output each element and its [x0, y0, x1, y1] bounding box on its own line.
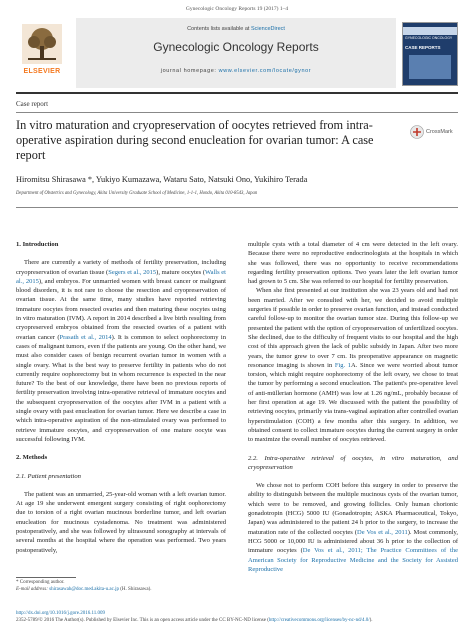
right-paragraph-1: multiple cysts with a total diameter of 4 cm were detected in the left ovary. Because there were no reproductive endocrinologists at the hospitals in which she was followed, there was no opportunity to receive recommendations regarding fertility preservation options. Two years later the left ovarian tumor had grown to 5 cm. She was referred to our hospital for fertility preservation.	[248, 241, 458, 286]
intro-text-4: ). It is common to select oophorectomy in cases of malignant tumors, even if the patients are young. On the other hand, we must also consider cases of benign recurrent ovarian tumor in women with a single ovary. What is the best way to preserve fertility in patients who do not currently require oophorectomy but in whom recurrence is expected in the near future? To the best of our knowledge, there have been no previous reports of fertility preservation involving intra-operative retrieval of immature oocytes and the subsequent cryopreservation of the oocytes after IVM in a patient with a single ovary with past enucleation for ovarian tumor. Here we describe a case in which intra-operative aspiration of the non-stimulated ovary was performed to retrieve immature oocytes, and cryopreservation of one mature oocyte was successful following IVM.	[16, 333, 226, 443]
email-line	[16, 586, 236, 593]
type-rule	[16, 112, 458, 113]
ref-prasath[interactable]: Prasath et al., 2014	[59, 333, 112, 341]
affiliation: Department of Obstetrics and Gynecology, Akita University Graduate School of Medicine, 1-1-1, Hondo, Akita 010-8543, Japan	[16, 191, 258, 196]
masthead	[16, 18, 458, 88]
journal-title: Gynecologic Oncology Reports	[153, 40, 319, 54]
right-text-3a: We chose not to perform COH before this surgery in order to preserve the ability to distinguish between the multiple mucinous cysts of the ovarian tumor, which were to be removed, and growing follicles. Only human chorionic gonadotropin (HCG) 5000 IU (Gonadotropin; ASKA Pharmaceutical, Tokyo, Japan) was administered to the patient 24 h prior to the surgery, to increase the maturation rate of the collected oocytes (	[248, 482, 458, 536]
intro-paragraph	[16, 258, 226, 444]
page-footer	[16, 610, 458, 624]
email-link[interactable]: shirasawah@doc.med.akita-u.ac.jp	[49, 587, 120, 592]
crossmark-icon	[410, 125, 424, 139]
cover-line1: GYNECOLOGIC ONCOLOGY	[405, 36, 453, 40]
doi-link[interactable]: http://dx.doi.org/10.1016/j.gore.2016.11.009	[16, 611, 106, 616]
cover-band	[403, 27, 457, 35]
intro-text-2: ), mature oocytes (	[156, 268, 205, 276]
crossmark-badge[interactable]	[410, 124, 458, 142]
ref-walls[interactable]: Walls et al., 2015	[16, 268, 226, 285]
email-label: E-mail address:	[16, 587, 50, 592]
section-heading-methods: 2. Methods	[16, 454, 48, 462]
ref-segers[interactable]: Segers et al., 2015	[108, 268, 157, 276]
elsevier-tree-icon	[22, 24, 62, 64]
journal-header	[76, 18, 396, 88]
methods-paragraph: The patient was an unmarried, 25-year-old woman with a left ovarian tumor. At age 19 she underwent emergent surgery consisting of right oophorectomy due to torsion of a right ovarian mucinous borderline tumor, and left ovarian enucleation for mucinous cystadenoma. No treatment was administered postoperatively, and she was followed by ultrasound sonography at intervals of several months at the hospital where the operation was performed. Two years postoperatively,	[16, 490, 226, 554]
license-text-a: 2352-5789/© 2016 The Author(s). Published by Elsevier Inc. This is an open access article under the CC BY-NC-ND license (	[16, 618, 269, 623]
crossmark-label: CrossMark	[426, 129, 453, 135]
right-column	[248, 240, 458, 574]
homepage-prefix: journal homepage:	[160, 68, 219, 74]
elsevier-logo[interactable]	[16, 22, 68, 84]
license-text-b: ).	[369, 618, 373, 623]
right-paragraph-3	[248, 481, 458, 574]
ref-devos[interactable]: De Vos et al., 2011	[357, 528, 408, 536]
ref-figure-1[interactable]: Fig. 1	[334, 361, 352, 369]
article-type: Case report	[16, 100, 49, 108]
sciencedirect-link[interactable]: ScienceDirect	[250, 26, 285, 32]
cover-line2: CASE REPORTS	[405, 45, 441, 50]
license-link[interactable]: http://creativecommons.org/licenses/by-nc-nd/4.0/	[268, 618, 370, 623]
right-paragraph-2	[248, 286, 458, 444]
publisher-name: ELSEVIER	[23, 68, 61, 75]
right-text-2b: A. Since we were worried about tumor torsion, which might require oophorectomy of the left ovary, we chose to treat the tumor by performing a second enucleation. The patient's pre-operative level of anti-müllerian hormone (AMH) was low at 1.26 ng/mL, probably because of her first operation at age 19. We discussed with the patient the possibility of retrieving oocytes, primarily via trans-vaginal aspiration after controlled ovarian hyperstimulation (COH) a few months after this surgery. In addition, we obtained consent to collect immature oocytes during the current surgery in order to maximize the overall number of oocytes retrieved.	[248, 361, 459, 444]
journal-cover[interactable]	[402, 22, 458, 86]
journal-homepage	[76, 68, 396, 74]
subsection-heading-retrieval: 2.2. Intra-operative retrieval of oocytes, in vitro maturation, and cryopreservation	[248, 454, 458, 471]
contents-prefix: Contents lists available at	[187, 26, 251, 32]
homepage-link[interactable]: www.elsevier.com/locate/gynor	[218, 68, 312, 74]
license-line	[16, 617, 458, 624]
email-name: (H. Shirasawa).	[119, 587, 152, 592]
article-title: In vitro maturation and cryopreservation of oocytes retrieved from intra-operative aspiration during second enucleation for ovarian tumor: A case report	[16, 118, 374, 162]
footnote-rule	[16, 577, 76, 578]
cover-image	[409, 55, 451, 79]
section-heading-introduction: 1. Introduction	[16, 241, 59, 248]
intro-text-1: There are currently a variety of methods of fertility preservation, including cryopreservation of ovarian tissue (	[16, 259, 226, 276]
body-separator	[16, 207, 458, 208]
header-rule	[16, 92, 458, 94]
contents-line	[76, 26, 396, 32]
intro-text-3: ), and embryos. For unmarried women with breast cancer or malignant blood disorders, it is not rare to choose the resection and cryopreservation of ovarian tissue. At the same time, many studies have reported retrieving immature oocytes from resected ovaries and then maturing these oocytes using in vitro maturation (IVM). A report in 2014 described a live birth resulting from cryopreserved embryos obtained from the resected ovaries of a patient with ovarian cancer (	[16, 277, 226, 341]
subsection-heading-patient: 2.1. Patient presentation	[16, 472, 81, 480]
right-text-3b: ). Most commonly, HCG 5000 or 10,000 IU is administered about 36 h prior to the collection of immature oocytes (	[248, 528, 458, 555]
ref-devos-asrm[interactable]: De Vos et al., 2011; The Practice Committees of the American Society for Reproductive Medicine and the Society for Assisted Reproductive	[248, 547, 458, 573]
left-column	[16, 240, 226, 555]
right-text-2a: When she first presented at our institution she was 23 years old and had not been married. After we consulted with her, we decided to avoid multiple surgeries if possible in order to preserve ovarian function, and instead conducted careful follow-up to monitor the ovarian tumor size. During this follow-up we presented the patient with the option of cryopreservation of unfertilized oocytes. She declined, due to the difficulty of frequent visits to our hospital and the high cost of this approach given the lack of public subsidy in Japan. After two more years, the tumor grew to over 7 cm. Its preoperative appearance on magnetic resonance imaging is shown in	[248, 287, 458, 369]
corresponding-author: * Corresponding author.	[16, 580, 65, 585]
journal-citation: Gynecologic Oncology Reports 19 (2017) 1–4	[185, 6, 289, 12]
footnote	[16, 579, 236, 593]
author-list: Hiromitsu Shirasawa *, Yukiyo Kumazawa, Wataru Sato, Natsuki Ono, Yukihiro Terada	[16, 175, 308, 184]
